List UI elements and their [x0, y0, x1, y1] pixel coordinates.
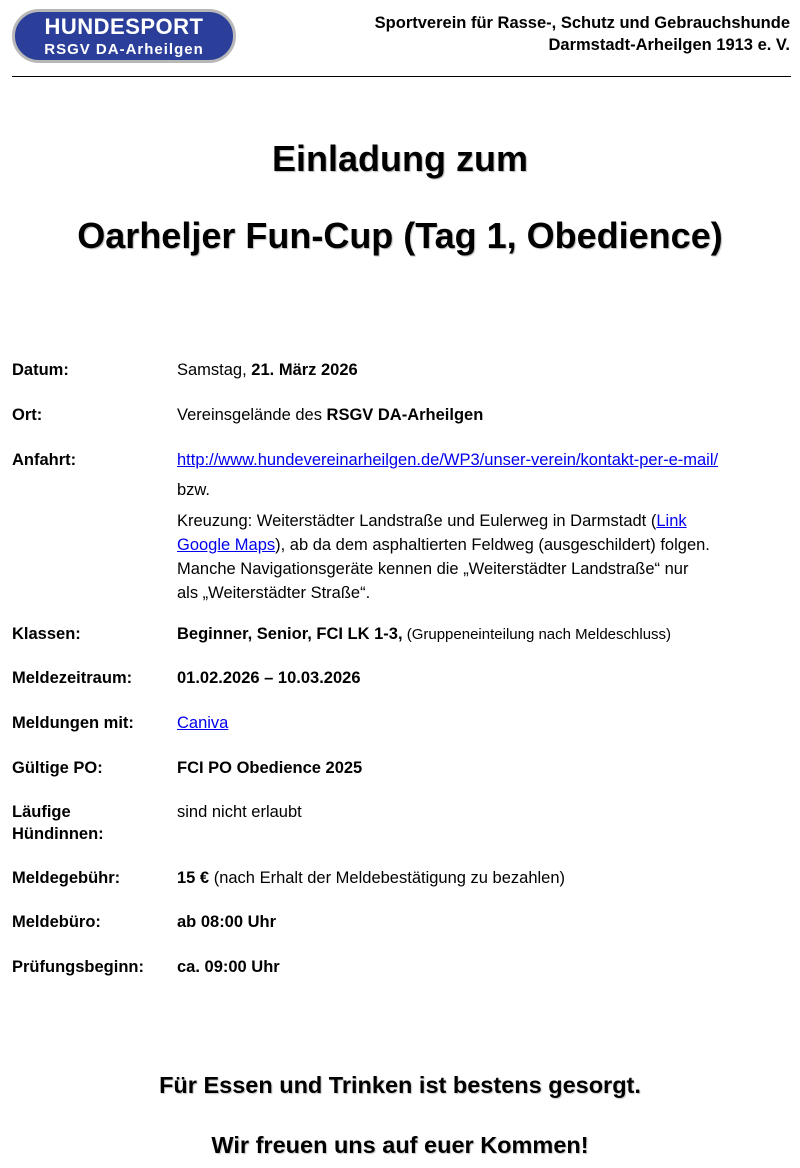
start-time: ca. 09:00 Uhr	[177, 958, 280, 976]
detail-value	[177, 359, 792, 381]
detail-value	[177, 449, 792, 605]
navigation-note-line2: als „Weiterstädter Straße“.	[177, 584, 371, 602]
alternative-word: bzw.	[177, 481, 211, 499]
club-name-line1: Sportverein für Rasse-, Schutz und Gebrauchshunde	[374, 14, 790, 32]
registration-period: 01.02.2026 – 10.03.2026	[177, 669, 361, 687]
directions-text	[177, 509, 792, 605]
weekday: Samstag,	[177, 361, 252, 379]
closing-greeting: Wir freuen uns auf euer Kommen!	[211, 1132, 589, 1158]
detail-label	[12, 801, 172, 845]
event-title: Oarheljer Fun-Cup (Tag 1, Obedience)	[77, 215, 723, 256]
logo-title: HUNDESPORT	[44, 14, 204, 39]
venue-name: RSGV DA-Arheilgen	[326, 406, 484, 424]
detail-label: Meldezeitraum:	[12, 669, 133, 687]
catering-note: Für Essen und Trinken ist bestens gesorgt.	[159, 1072, 641, 1098]
directions-url-link[interactable]: http://www.hundevereinarheilgen.de/WP3/unser-verein/kontakt-per-e-mail/	[177, 451, 719, 469]
club-name	[375, 12, 790, 56]
detail-label: Gültige PO:	[12, 759, 103, 777]
detail-value	[177, 867, 792, 889]
club-logo	[12, 9, 236, 63]
google-maps-link-part1[interactable]: Link	[656, 512, 687, 530]
event-date: 21. März 2026	[251, 361, 358, 379]
in-heat-rule: sind nicht erlaubt	[177, 803, 302, 821]
detail-label-line1: Läufige	[12, 803, 71, 821]
detail-label: Prüfungsbeginn:	[12, 958, 144, 976]
classes-note: (Gruppeneinteilung nach Meldeschluss)	[402, 626, 672, 643]
directions-text-start: Kreuzung: Weiterstädter Landstraße und Eulerweg in Darmstadt (	[177, 512, 657, 530]
detail-label: Ort:	[12, 406, 43, 424]
letterhead	[0, 0, 800, 80]
classes-list: Beginner, Senior, FCI LK 1-3,	[177, 625, 403, 643]
directions-text-continued: ), ab da dem asphaltierten Feldweg (ausgeschildert) folgen.	[275, 536, 710, 554]
entry-fee-note: (nach Erhalt der Meldebestätigung zu bezahlen)	[209, 869, 566, 887]
detail-value	[177, 404, 792, 426]
venue-prefix: Vereinsgelände des	[177, 406, 327, 424]
caniva-link[interactable]: Caniva	[177, 714, 229, 732]
navigation-note-line1: Manche Navigationsgeräte kennen die „Weiterstädter Landstraße“ nur	[177, 560, 689, 578]
google-maps-link-part2[interactable]: Google Maps	[177, 536, 276, 554]
detail-label-line2: Hündinnen:	[12, 825, 104, 843]
registration-office-time: ab 08:00 Uhr	[177, 913, 277, 931]
exam-regulations: FCI PO Obedience 2025	[177, 759, 363, 777]
logo-subtitle: RSGV DA-Arheilgen	[44, 41, 204, 58]
detail-label: Meldungen mit:	[12, 714, 134, 732]
invitation-heading: Einladung zum	[272, 138, 528, 179]
detail-label: Meldebüro:	[12, 913, 101, 931]
detail-label: Anfahrt:	[12, 451, 77, 469]
detail-label: Datum:	[12, 361, 69, 379]
detail-label: Meldegebühr:	[12, 869, 121, 887]
detail-label: Klassen:	[12, 625, 81, 643]
detail-value	[177, 623, 792, 646]
entry-fee: 15 €	[177, 869, 210, 887]
club-name-line2: Darmstadt-Arheilgen 1913 e. V.	[548, 36, 790, 54]
detail-value	[177, 712, 792, 734]
header-divider	[12, 76, 791, 77]
